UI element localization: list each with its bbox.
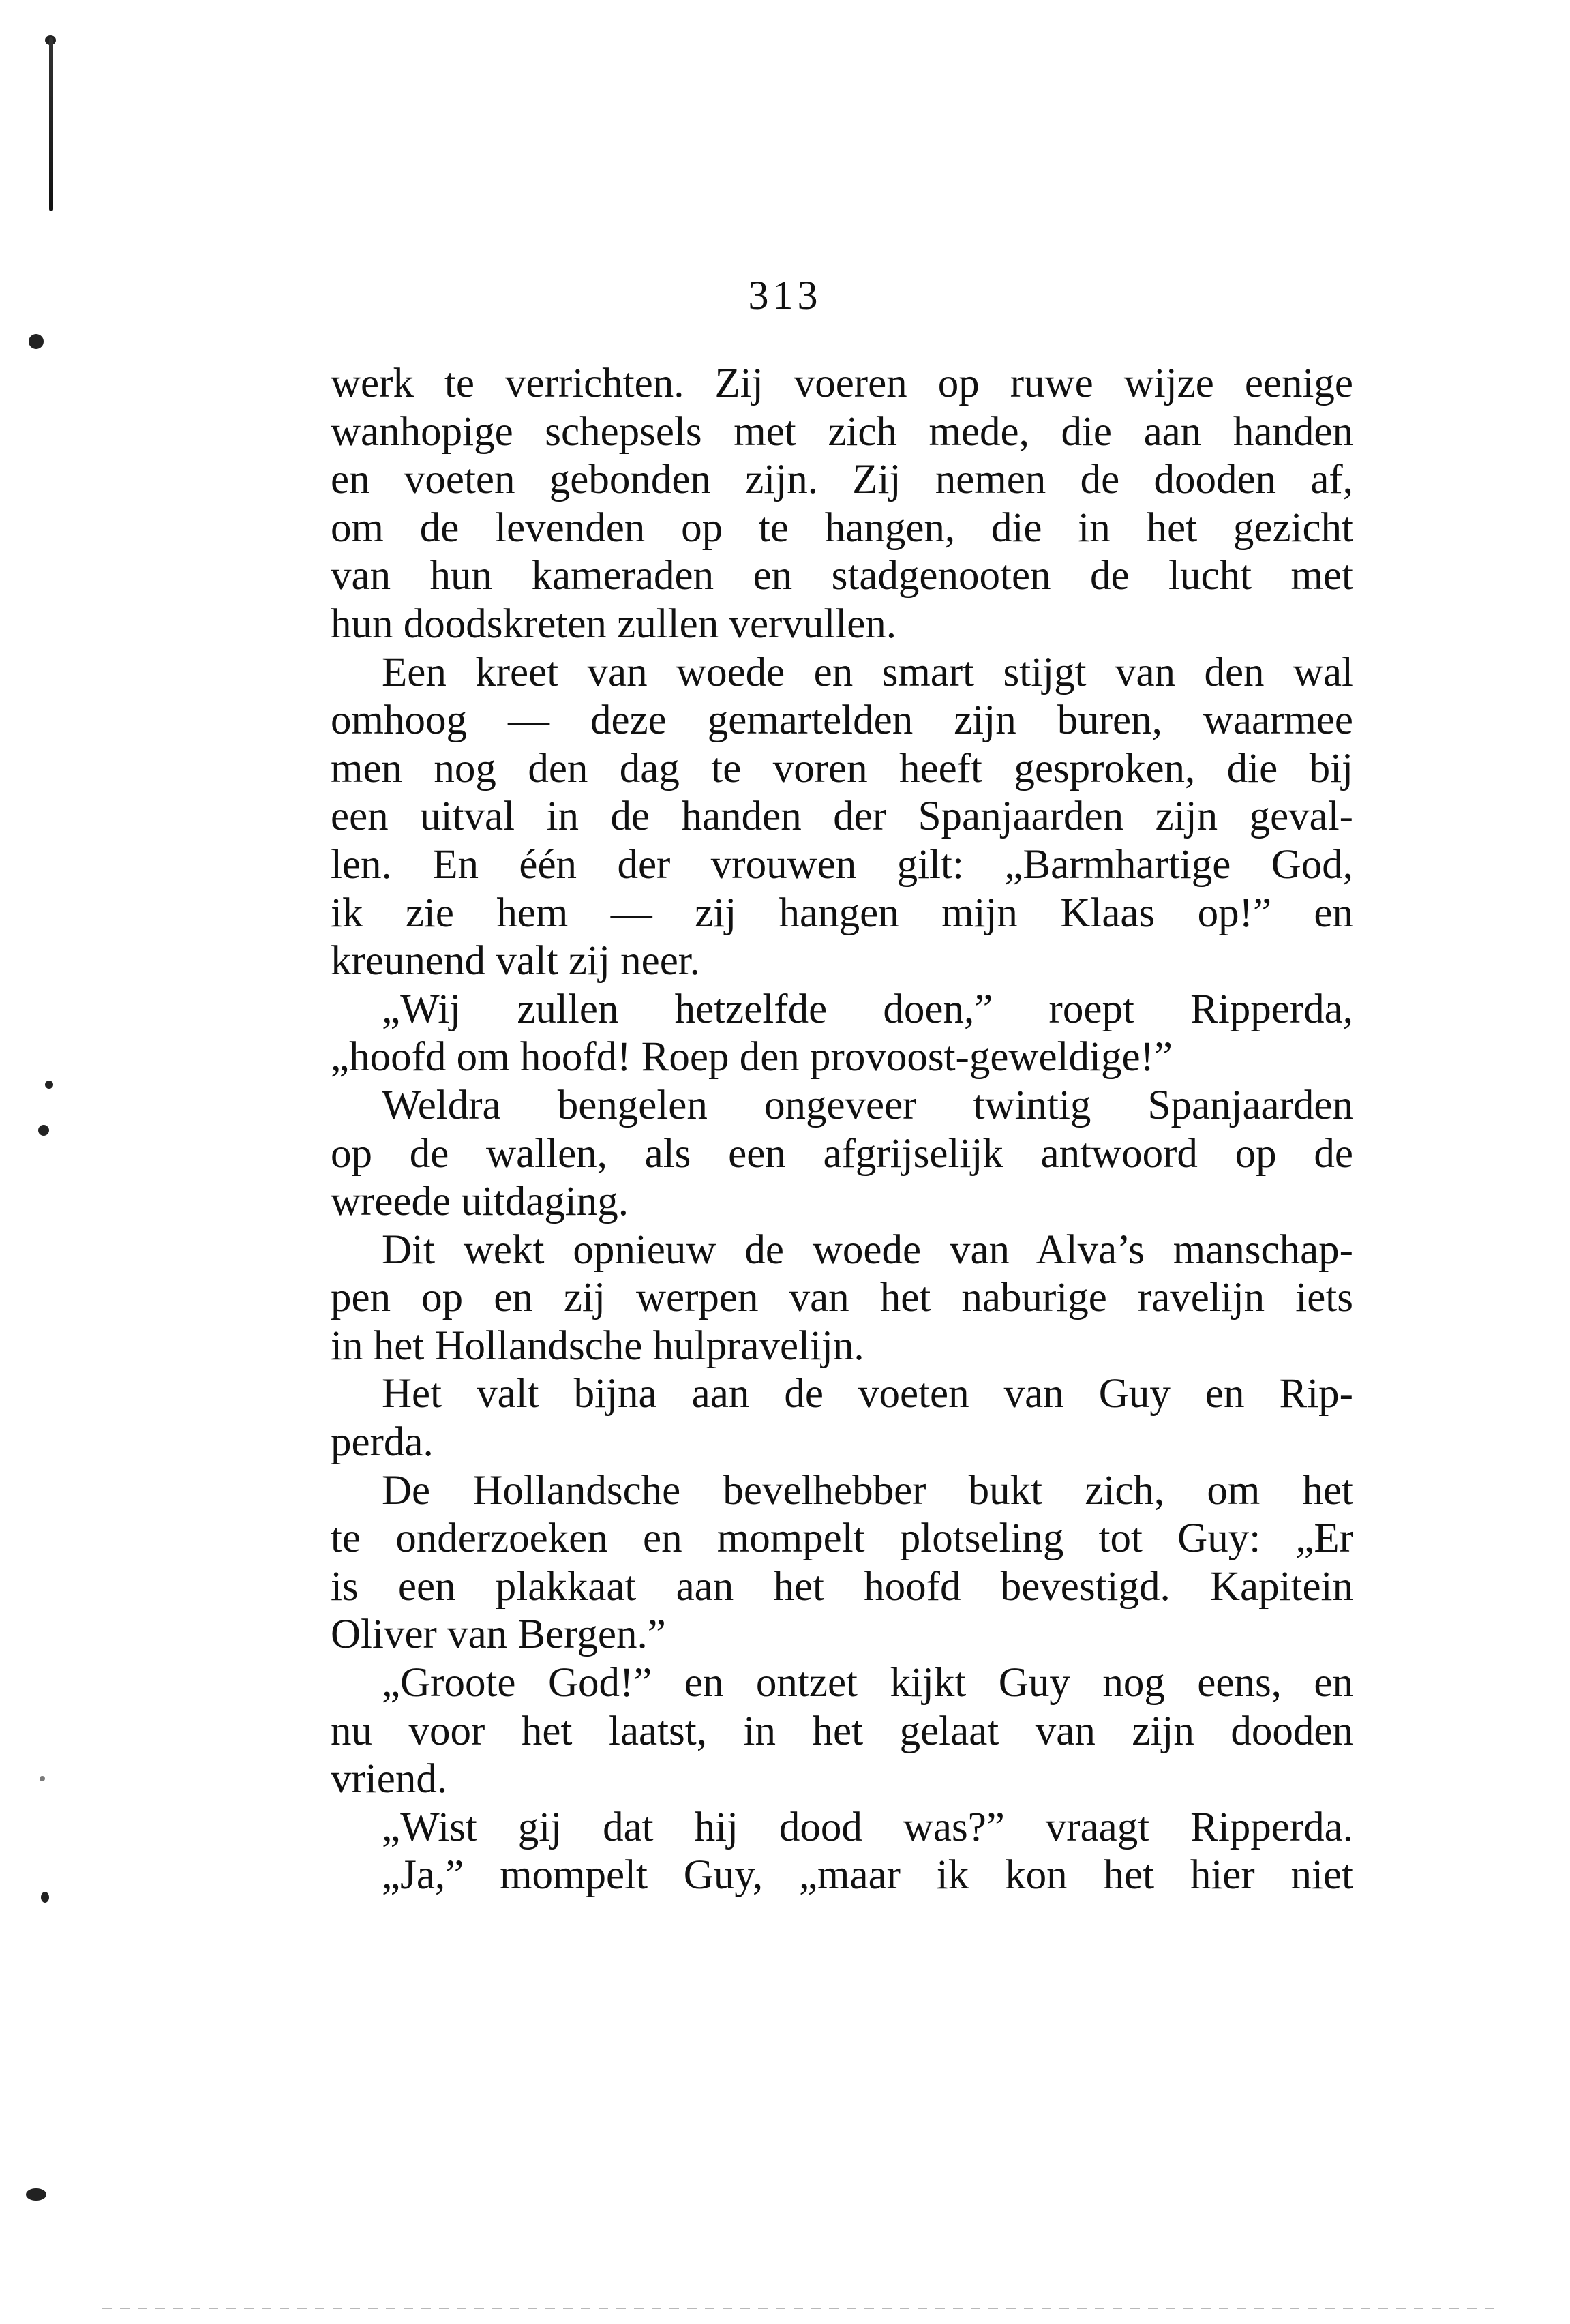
page-number: 313 (748, 273, 822, 318)
text-line: „Groote God!” en ontzet kijkt Guy nog eens, en (382, 1660, 1353, 1706)
margin-speck (41, 1892, 49, 1903)
text-line: werk te verrichten. Zij voeren op ruwe wijze eenige (331, 361, 1353, 406)
text-line: op de wallen, als een afgrijselijk antwoord op de (331, 1130, 1353, 1177)
margin-speck (45, 1081, 53, 1089)
margin-speck (38, 1125, 49, 1136)
text-line: pen op en zij werpen van het naburige ravelijn iets (331, 1275, 1353, 1321)
text-line: in het Hollandsche hulpravelijn. (331, 1323, 864, 1369)
margin-speck (29, 334, 44, 349)
text-line: men nog den dag te voren heeft gesproken, die bij (331, 745, 1353, 791)
text-line: en voeten gebonden zijn. Zij nemen de dooden af, (331, 457, 1353, 503)
text-line: is een plakkaat aan het hoofd bevestigd. Kapitein (331, 1563, 1353, 1610)
text-line: te onderzoeken en mompelt plotseling tot Guy: „Er (331, 1515, 1353, 1562)
text-line: wreede uitdaging. (331, 1179, 629, 1225)
text-line: De Hollandsche bevelhebber bukt zich, om het (382, 1467, 1353, 1513)
text-line: Dit wekt opnieuw de woede van Alva’s manschap- (382, 1226, 1353, 1273)
margin-speck (26, 2188, 46, 2201)
text-line: ik zie hem — zij hangen mijn Klaas op!” en (331, 890, 1353, 936)
text-line: hun doodskreten zullen vervullen. (331, 601, 897, 647)
text-line: „Wij zullen hetzelfde doen,” roept Ripperda, (382, 986, 1353, 1032)
text-line: „Ja,” mompelt Guy, „maar ik kon het hier niet (382, 1852, 1353, 1899)
body-text (331, 360, 1353, 1900)
text-line: om de levenden op te hangen, die in het gezicht (331, 504, 1353, 551)
margin-speck (40, 1776, 45, 1781)
text-line: omhoog — deze gemartelden zijn buren, waarmee (331, 697, 1353, 744)
binding-mark (49, 37, 53, 211)
text-line: Het valt bijna aan de voeten van Guy en Rip- (382, 1371, 1353, 1417)
text-line: „Wist gij dat hij dood was?” vraagt Ripperda. (382, 1804, 1353, 1850)
text-line: kreunend valt zij neer. (331, 938, 701, 984)
text-line: wanhopige schepsels met zich mede, die aan handen (331, 408, 1353, 455)
text-line: perda. (331, 1419, 434, 1466)
text-line: „hoofd om hoofd! Roep den provoost-geweldige!” (331, 1034, 1173, 1081)
scan-edge (102, 2308, 1500, 2309)
text-line: Een kreet van woede en smart stijgt van den wal (382, 649, 1353, 695)
text-line: Oliver van Bergen.” (331, 1612, 666, 1658)
text-line: len. En één der vrouwen gilt: „Barmhartige God, (331, 841, 1353, 888)
text-line: van hun kameraden en stadgenooten de lucht met (331, 553, 1353, 599)
text-line: Weldra bengelen ongeveer twintig Spanjaarden (382, 1082, 1353, 1128)
text-line: een uitval in de handen der Spanjaarden zijn geval- (331, 794, 1353, 840)
text-line: vriend. (331, 1756, 448, 1802)
text-line: nu voor het laatst, in het gelaat van zijn dooden (331, 1708, 1353, 1754)
